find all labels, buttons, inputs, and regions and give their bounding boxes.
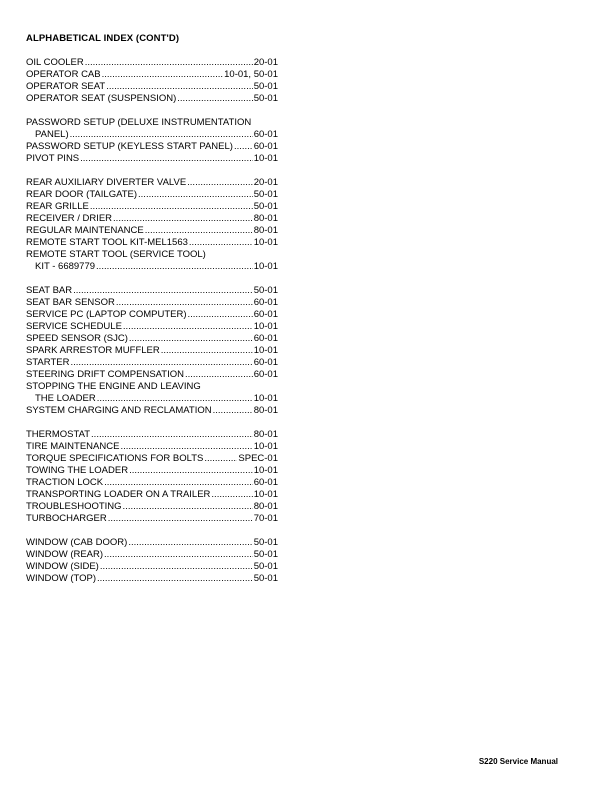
dot-leader bbox=[70, 129, 253, 141]
dot-leader bbox=[106, 81, 253, 93]
dot-leader bbox=[120, 441, 252, 453]
index-entry[interactable] bbox=[26, 201, 278, 213]
index-entry[interactable] bbox=[26, 141, 278, 153]
index-entry-page: 50-01 bbox=[253, 285, 278, 296]
index-entry-heading bbox=[26, 117, 278, 129]
group-spacer bbox=[26, 273, 278, 285]
index-entry-page: SPEC-01 bbox=[238, 453, 278, 464]
dot-leader bbox=[96, 261, 253, 273]
index-entry[interactable] bbox=[26, 573, 278, 585]
index-entry-continuation: KIT - 6689779 bbox=[35, 261, 96, 272]
index-entry[interactable] bbox=[26, 537, 278, 549]
index-entry-page: 10-01 bbox=[253, 261, 278, 272]
index-entry-page: 60-01 bbox=[253, 297, 278, 308]
index-entry-label: STOPPING THE ENGINE AND LEAVING bbox=[26, 381, 201, 392]
dot-leader bbox=[211, 489, 252, 501]
index-entry[interactable] bbox=[26, 177, 278, 189]
index-entry-label: TIRE MAINTENANCE bbox=[26, 441, 120, 452]
index-entry-page: 50-01 bbox=[253, 201, 278, 212]
dot-leader bbox=[73, 285, 253, 297]
index-entry-page: 10-01 bbox=[253, 345, 278, 356]
index-entry-label: RECEIVER / DRIER bbox=[26, 213, 113, 224]
index-entry-page: 80-01 bbox=[253, 213, 278, 224]
dot-leader bbox=[129, 465, 253, 477]
index-entry[interactable] bbox=[26, 153, 278, 165]
dot-leader bbox=[138, 189, 253, 201]
index-entry-label: OIL COOLER bbox=[26, 57, 84, 68]
index-entry-page: 80-01 bbox=[253, 429, 278, 440]
index-entry-page: 10-01 bbox=[253, 237, 278, 248]
index-entry-page: 10-01 bbox=[253, 441, 278, 452]
index-entry[interactable] bbox=[26, 189, 278, 201]
index-entry[interactable] bbox=[26, 261, 278, 273]
dot-leader bbox=[128, 537, 252, 549]
index-entry[interactable] bbox=[26, 81, 278, 93]
index-entry-page: 80-01 bbox=[253, 405, 278, 416]
index-entry-label: OPERATOR CAB bbox=[26, 69, 101, 80]
index-entry-label: SERVICE PC (LAPTOP COMPUTER) bbox=[26, 309, 187, 320]
index-entry-heading bbox=[26, 249, 278, 261]
index-entry-label: WINDOW (CAB DOOR) bbox=[26, 537, 128, 548]
dot-leader bbox=[123, 501, 253, 513]
index-entry[interactable] bbox=[26, 393, 278, 405]
index-entry[interactable] bbox=[26, 213, 278, 225]
index-entry[interactable] bbox=[26, 333, 278, 345]
dot-leader bbox=[104, 477, 253, 489]
index-entry-label: REAR GRILLE bbox=[26, 201, 89, 212]
dot-leader bbox=[97, 573, 253, 585]
index-entry-page: 60-01 bbox=[253, 333, 278, 344]
index-entry-page: 10-01 bbox=[253, 465, 278, 476]
index-entry[interactable] bbox=[26, 441, 278, 453]
index-entry-page: 10-01 bbox=[253, 489, 278, 500]
index-entry-label: TOWING THE LOADER bbox=[26, 465, 129, 476]
index-entry[interactable] bbox=[26, 429, 278, 441]
index-entry-page: 60-01 bbox=[253, 141, 278, 152]
index-entry-page: 10-01, 50-01 bbox=[224, 69, 278, 80]
index-entry-label: OPERATOR SEAT (SUSPENSION) bbox=[26, 93, 177, 104]
dot-leader bbox=[187, 309, 252, 321]
index-entry-label: SEAT BAR bbox=[26, 285, 73, 296]
index-entry-label: SPEED SENSOR (SJC) bbox=[26, 333, 128, 344]
index-entry-label: OPERATOR SEAT bbox=[26, 81, 106, 92]
index-entry-label: SYSTEM CHARGING AND RECLAMATION bbox=[26, 405, 212, 416]
index-entry-continuation: THE LOADER bbox=[35, 393, 96, 404]
index-entry-page: 50-01 bbox=[253, 537, 278, 548]
dot-leader bbox=[102, 69, 224, 81]
group-spacer bbox=[26, 525, 278, 537]
dot-leader bbox=[80, 153, 253, 165]
dot-leader bbox=[91, 429, 253, 441]
index-entry-page: 50-01 bbox=[253, 93, 278, 104]
index-entry-label: REGULAR MAINTENANCE bbox=[26, 225, 144, 236]
dot-leader bbox=[90, 201, 253, 213]
index-entry-label: PASSWORD SETUP (DELUXE INSTRUMENTATION bbox=[26, 117, 252, 128]
dot-leader bbox=[161, 345, 253, 357]
dot-leader bbox=[187, 177, 253, 189]
index-entry[interactable] bbox=[26, 357, 278, 369]
dot-leader bbox=[100, 561, 253, 573]
dot-leader bbox=[189, 237, 253, 249]
dot-leader bbox=[123, 321, 253, 333]
index-entry-page: 20-01 bbox=[253, 57, 278, 68]
index-entry-page: 70-01 bbox=[253, 513, 278, 524]
dot-leader bbox=[185, 369, 253, 381]
index-entry-heading bbox=[26, 381, 278, 393]
index-entry-page: 50-01 bbox=[253, 549, 278, 560]
index-entry[interactable] bbox=[26, 501, 278, 513]
dot-leader bbox=[234, 141, 253, 153]
index-entry-page: 80-01 bbox=[253, 225, 278, 236]
index-entry-label: TRACTION LOCK bbox=[26, 477, 104, 488]
index-entry-page: 20-01 bbox=[253, 177, 278, 188]
dot-leader bbox=[70, 357, 252, 369]
index-entry[interactable] bbox=[26, 513, 278, 525]
index-entry-label: TRANSPORTING LOADER ON A TRAILER bbox=[26, 489, 211, 500]
index-entry-page: 80-01 bbox=[253, 501, 278, 512]
group-spacer bbox=[26, 105, 278, 117]
index-entry-label: REMOTE START TOOL KIT-MEL1563 bbox=[26, 237, 188, 248]
group-spacer bbox=[26, 417, 278, 429]
index-entry-label: SPARK ARRESTOR MUFFLER bbox=[26, 345, 160, 356]
page-title: ALPHABETICAL INDEX (CONT'D) bbox=[26, 33, 180, 44]
dot-leader bbox=[97, 393, 253, 405]
index-entry-continuation: PANEL) bbox=[35, 129, 69, 140]
index-entry[interactable] bbox=[26, 285, 278, 297]
dot-leader bbox=[116, 297, 253, 309]
index-entry-label: PIVOT PINS bbox=[26, 153, 80, 164]
index-entry-page: 10-01 bbox=[253, 393, 278, 404]
index-entry-label: REAR DOOR (TAILGATE) bbox=[26, 189, 138, 200]
index-entry-label: WINDOW (SIDE) bbox=[26, 561, 99, 572]
index-entry[interactable] bbox=[26, 465, 278, 477]
index-entry[interactable] bbox=[26, 225, 278, 237]
index-entry-page: 50-01 bbox=[253, 189, 278, 200]
index-entry-label: WINDOW (REAR) bbox=[26, 549, 104, 560]
footer-manual-title: S220 Service Manual bbox=[478, 757, 558, 766]
index-entry-label: REAR AUXILIARY DIVERTER VALVE bbox=[26, 177, 187, 188]
index-entry[interactable] bbox=[26, 129, 278, 141]
index-entry-label: THERMOSTAT bbox=[26, 429, 91, 440]
dot-leader bbox=[204, 453, 237, 465]
dot-leader bbox=[145, 225, 253, 237]
index-entry-page: 50-01 bbox=[253, 573, 278, 584]
index-entry[interactable] bbox=[26, 489, 278, 501]
index-entry-label: WINDOW (TOP) bbox=[26, 573, 97, 584]
index-entry[interactable] bbox=[26, 93, 278, 105]
index-entry-page: 60-01 bbox=[253, 369, 278, 380]
dot-leader bbox=[129, 333, 253, 345]
index-entry-page: 50-01 bbox=[253, 81, 278, 92]
index-entry-label: TURBOCHARGER bbox=[26, 513, 107, 524]
dot-leader bbox=[113, 213, 253, 225]
index-entry-label: TROUBLESHOOTING bbox=[26, 501, 122, 512]
index-entry-label: REMOTE START TOOL (SERVICE TOOL) bbox=[26, 249, 206, 260]
index-entry[interactable] bbox=[26, 477, 278, 489]
index-entry-label: SERVICE SCHEDULE bbox=[26, 321, 122, 332]
index-entry[interactable] bbox=[26, 369, 278, 381]
index-entry-label: TORQUE SPECIFICATIONS FOR BOLTS bbox=[26, 453, 204, 464]
index-entry[interactable] bbox=[26, 549, 278, 561]
index-entry[interactable] bbox=[26, 321, 278, 333]
index-entry-page: 60-01 bbox=[253, 477, 278, 488]
index-entry-page: 60-01 bbox=[253, 357, 278, 368]
index-entry[interactable] bbox=[26, 297, 278, 309]
index-entry-page: 60-01 bbox=[253, 309, 278, 320]
index-entry[interactable] bbox=[26, 453, 278, 465]
index-entry[interactable] bbox=[26, 69, 278, 81]
dot-leader bbox=[177, 93, 252, 105]
index-entry[interactable] bbox=[26, 345, 278, 357]
index-entry[interactable] bbox=[26, 57, 278, 69]
index-entry[interactable] bbox=[26, 237, 278, 249]
dot-leader bbox=[213, 405, 253, 417]
alphabetical-index-list bbox=[26, 57, 278, 585]
index-entry-page: 50-01 bbox=[253, 561, 278, 572]
index-entry[interactable] bbox=[26, 309, 278, 321]
index-entry-page: 10-01 bbox=[253, 321, 278, 332]
index-entry-page: 10-01 bbox=[253, 153, 278, 164]
index-entry[interactable] bbox=[26, 405, 278, 417]
dot-leader bbox=[108, 513, 253, 525]
index-entry-label: STARTER bbox=[26, 357, 70, 368]
index-entry-label: STEERING DRIFT COMPENSATION bbox=[26, 369, 184, 380]
index-entry-label: PASSWORD SETUP (KEYLESS START PANEL) bbox=[26, 141, 233, 152]
group-spacer bbox=[26, 165, 278, 177]
index-entry-page: 60-01 bbox=[253, 129, 278, 140]
index-entry-label: SEAT BAR SENSOR bbox=[26, 297, 115, 308]
dot-leader bbox=[85, 57, 253, 69]
index-entry[interactable] bbox=[26, 561, 278, 573]
dot-leader bbox=[104, 549, 253, 561]
